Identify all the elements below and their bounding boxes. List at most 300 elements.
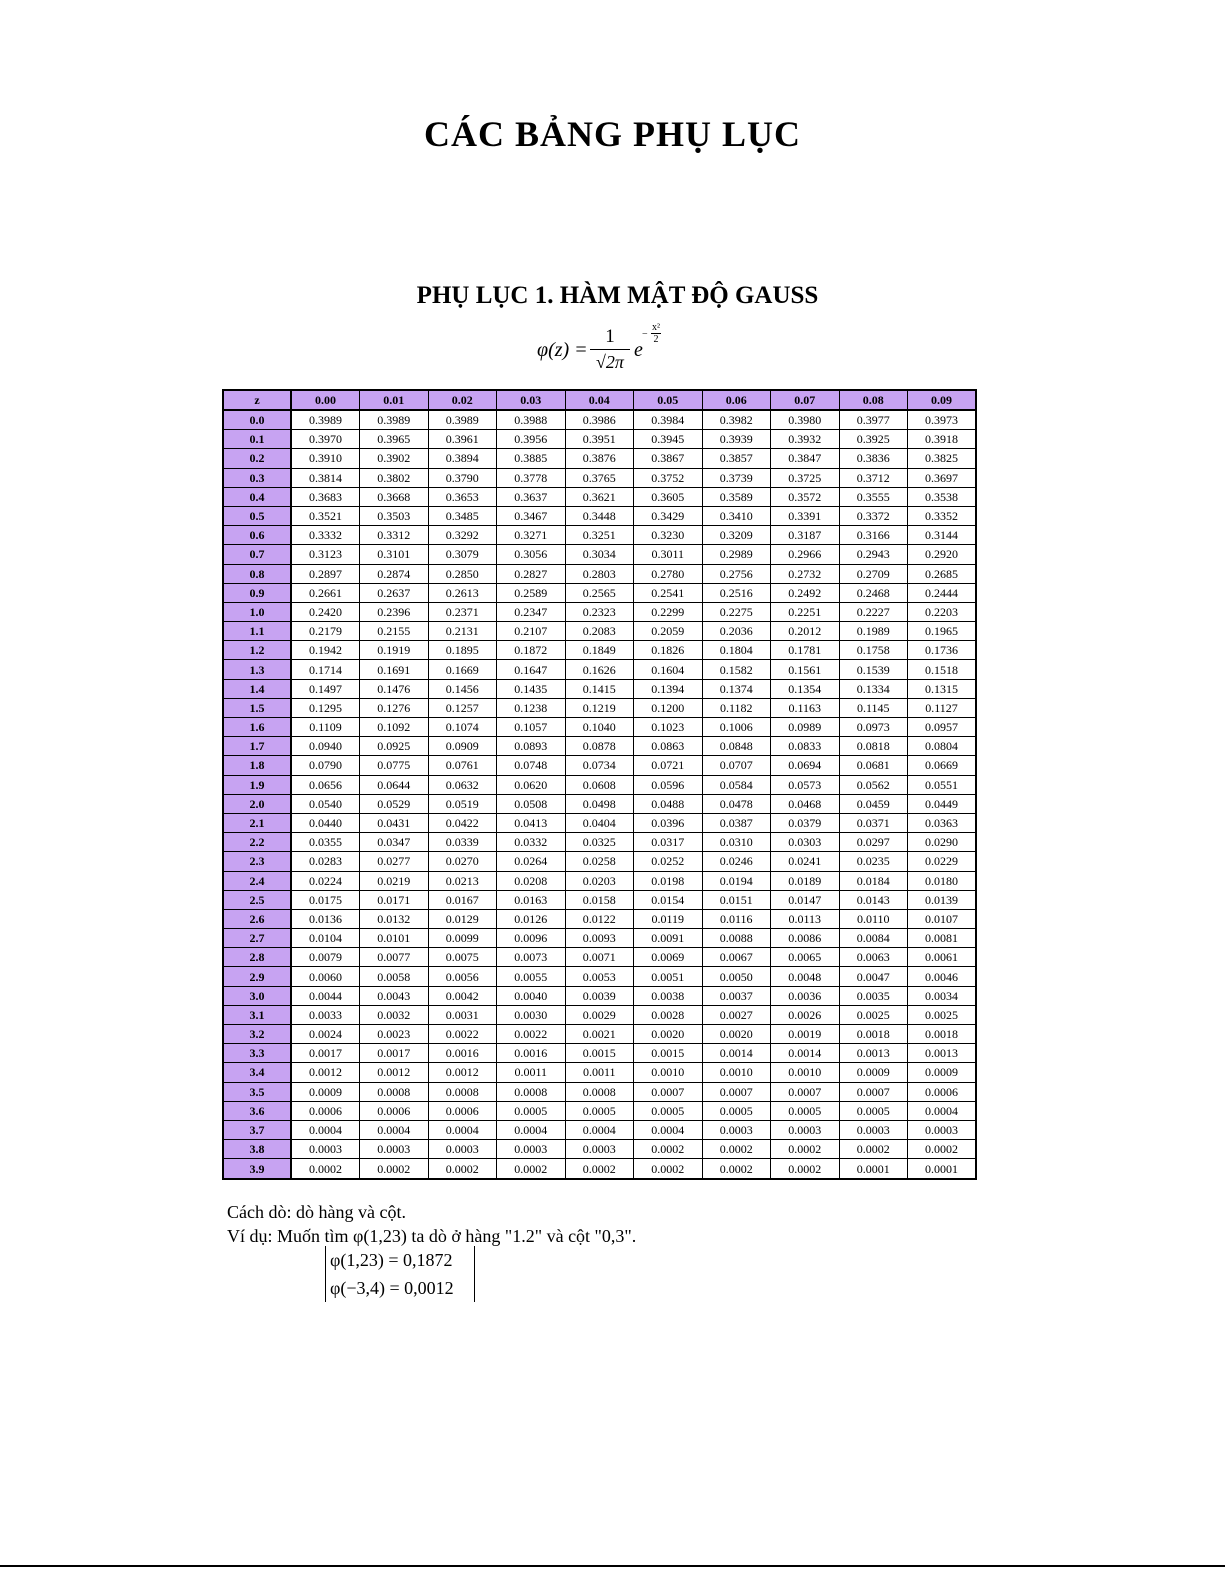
- table-cell: 0.3965: [360, 430, 429, 449]
- table-cell: 0.2492: [771, 583, 840, 602]
- row-header-z: 0.4: [223, 487, 291, 506]
- table-row: [223, 545, 976, 564]
- table-cell: 0.0053: [565, 967, 634, 986]
- table-cell: 0.0107: [908, 909, 977, 928]
- table-cell: 0.3825: [908, 449, 977, 468]
- table-cell: 0.0893: [497, 737, 566, 756]
- table-cell: 0.0012: [291, 1063, 360, 1082]
- table-cell: 0.1691: [360, 660, 429, 679]
- table-cell: 0.0219: [360, 871, 429, 890]
- table-cell: 0.3986: [565, 410, 634, 430]
- table-row: [223, 929, 976, 948]
- table-cell: 0.0024: [291, 1025, 360, 1044]
- table-cell: 0.3752: [634, 468, 703, 487]
- table-cell: 0.2059: [634, 622, 703, 641]
- table-cell: 0.3485: [428, 506, 497, 525]
- table-cell: 0.3056: [497, 545, 566, 564]
- table-cell: 0.2920: [908, 545, 977, 564]
- table-cell: 0.1497: [291, 679, 360, 698]
- table-cell: 0.3932: [771, 430, 840, 449]
- table-row: [223, 564, 976, 583]
- table-cell: 0.0154: [634, 890, 703, 909]
- table-cell: 0.0025: [908, 1005, 977, 1024]
- table-row: [223, 871, 976, 890]
- table-cell: 0.0804: [908, 737, 977, 756]
- row-header-z: 1.1: [223, 622, 291, 641]
- example-results: [325, 1246, 475, 1302]
- table-row: [223, 909, 976, 928]
- table-cell: 0.3292: [428, 526, 497, 545]
- column-header: 0.02: [428, 390, 497, 410]
- table-cell: 0.0007: [702, 1082, 771, 1101]
- table-cell: 0.1647: [497, 660, 566, 679]
- table-cell: 0.0099: [428, 929, 497, 948]
- table-cell: 0.0016: [428, 1044, 497, 1063]
- table-cell: 0.0198: [634, 871, 703, 890]
- table-cell: 0.3982: [702, 410, 771, 430]
- table-cell: 0.0008: [360, 1082, 429, 1101]
- table-cell: 0.0014: [702, 1044, 771, 1063]
- table-cell: 0.1315: [908, 679, 977, 698]
- table-cell: 0.3918: [908, 430, 977, 449]
- table-row: [223, 967, 976, 986]
- table-cell: 0.2541: [634, 583, 703, 602]
- example-result-1: φ(1,23) = 0,1872: [330, 1250, 453, 1270]
- table-cell: 0.0229: [908, 852, 977, 871]
- table-cell: 0.0005: [771, 1101, 840, 1120]
- table-cell: 0.0748: [497, 756, 566, 775]
- table-cell: 0.0017: [291, 1044, 360, 1063]
- table-cell: 0.3332: [291, 526, 360, 545]
- table-cell: 0.0002: [702, 1140, 771, 1159]
- table-cell: 0.0297: [839, 833, 908, 852]
- table-cell: 0.0387: [702, 813, 771, 832]
- table-row: [223, 468, 976, 487]
- table-cell: 0.1476: [360, 679, 429, 698]
- table-cell: 0.0055: [497, 967, 566, 986]
- table-cell: 0.3410: [702, 506, 771, 525]
- table-cell: 0.0194: [702, 871, 771, 890]
- table-cell: 0.3521: [291, 506, 360, 525]
- table-cell: 0.0071: [565, 948, 634, 967]
- table-cell: 0.0003: [565, 1140, 634, 1159]
- table-cell: 0.2780: [634, 564, 703, 583]
- formula-denominator: √2π: [596, 352, 624, 372]
- table-cell: 0.1057: [497, 718, 566, 737]
- table-cell: 0.0050: [702, 967, 771, 986]
- table-cell: 0.0790: [291, 756, 360, 775]
- table-cell: 0.3448: [565, 506, 634, 525]
- table-cell: 0.2299: [634, 602, 703, 621]
- table-cell: 0.3467: [497, 506, 566, 525]
- table-cell: 0.0126: [497, 909, 566, 928]
- row-header-z: 3.4: [223, 1063, 291, 1082]
- table-cell: 0.0004: [908, 1101, 977, 1120]
- table-cell: 0.0002: [839, 1140, 908, 1159]
- table-cell: 0.2179: [291, 622, 360, 641]
- row-header-z: 3.1: [223, 1005, 291, 1024]
- table-cell: 0.3637: [497, 487, 566, 506]
- table-row: [223, 679, 976, 698]
- table-cell: 0.2661: [291, 583, 360, 602]
- table-cell: 0.3989: [291, 410, 360, 430]
- table-cell: 0.0669: [908, 756, 977, 775]
- table-cell: 0.0009: [291, 1082, 360, 1101]
- table-cell: 0.3621: [565, 487, 634, 506]
- table-cell: 0.3977: [839, 410, 908, 430]
- table-cell: 0.0608: [565, 775, 634, 794]
- table-cell: 0.0283: [291, 852, 360, 871]
- table-cell: 0.1109: [291, 718, 360, 737]
- table-cell: 0.3961: [428, 430, 497, 449]
- table-cell: 0.0018: [908, 1025, 977, 1044]
- table-cell: 0.0079: [291, 948, 360, 967]
- table-cell: 0.0013: [908, 1044, 977, 1063]
- table-cell: 0.0529: [360, 794, 429, 813]
- table-cell: 0.0721: [634, 756, 703, 775]
- table-cell: 0.0061: [908, 948, 977, 967]
- how-to-note: Cách dò: dò hàng và cột.: [227, 1202, 406, 1222]
- table-cell: 0.3555: [839, 487, 908, 506]
- table-cell: 0.0048: [771, 967, 840, 986]
- table-cell: 0.0818: [839, 737, 908, 756]
- table-cell: 0.0006: [360, 1101, 429, 1120]
- table-cell: 0.0325: [565, 833, 634, 852]
- table-cell: 0.2251: [771, 602, 840, 621]
- table-cell: 0.3802: [360, 468, 429, 487]
- table-cell: 0.0258: [565, 852, 634, 871]
- table-cell: 0.3765: [565, 468, 634, 487]
- row-header-z: 3.5: [223, 1082, 291, 1101]
- row-header-z: 2.2: [223, 833, 291, 852]
- table-cell: 0.1518: [908, 660, 977, 679]
- table-cell: 0.0122: [565, 909, 634, 928]
- table-cell: 0.1219: [565, 698, 634, 717]
- formula-exponent-sign: −: [642, 329, 648, 340]
- table-cell: 0.0422: [428, 813, 497, 832]
- table-row: [223, 449, 976, 468]
- table-cell: 0.0002: [565, 1159, 634, 1179]
- table-cell: 0.0003: [771, 1120, 840, 1139]
- table-cell: 0.0002: [702, 1159, 771, 1179]
- table-cell: 0.0540: [291, 794, 360, 813]
- table-cell: 0.0022: [428, 1025, 497, 1044]
- table-cell: 0.0310: [702, 833, 771, 852]
- table-cell: 0.2036: [702, 622, 771, 641]
- table-cell: 0.3988: [497, 410, 566, 430]
- table-cell: 0.0379: [771, 813, 840, 832]
- table-cell: 0.0091: [634, 929, 703, 948]
- table-row: [223, 948, 976, 967]
- table-cell: 0.0002: [634, 1140, 703, 1159]
- row-header-z: 2.0: [223, 794, 291, 813]
- table-cell: 0.0002: [634, 1159, 703, 1179]
- table-cell: 0.0003: [497, 1140, 566, 1159]
- table-cell: 0.1736: [908, 641, 977, 660]
- table-cell: 0.2827: [497, 564, 566, 583]
- table-cell: 0.0264: [497, 852, 566, 871]
- table-cell: 0.3790: [428, 468, 497, 487]
- table-cell: 0.0132: [360, 909, 429, 928]
- table-cell: 0.1561: [771, 660, 840, 679]
- table-cell: 0.3605: [634, 487, 703, 506]
- table-cell: 0.0551: [908, 775, 977, 794]
- table-cell: 0.1127: [908, 698, 977, 717]
- table-cell: 0.0355: [291, 833, 360, 852]
- table-cell: 0.0044: [291, 986, 360, 1005]
- table-cell: 0.0101: [360, 929, 429, 948]
- table-cell: 0.0003: [702, 1120, 771, 1139]
- table-cell: 0.0008: [565, 1082, 634, 1101]
- table-cell: 0.0008: [497, 1082, 566, 1101]
- table-cell: 0.2227: [839, 602, 908, 621]
- table-cell: 0.0016: [497, 1044, 566, 1063]
- table-cell: 0.3925: [839, 430, 908, 449]
- table-cell: 0.0707: [702, 756, 771, 775]
- table-cell: 0.0004: [291, 1120, 360, 1139]
- formula-numerator: 1: [605, 326, 615, 347]
- table-cell: 0.0303: [771, 833, 840, 852]
- table-cell: 0.1989: [839, 622, 908, 641]
- table-cell: 0.0026: [771, 1005, 840, 1024]
- table-row: [223, 737, 976, 756]
- table-cell: 0.3778: [497, 468, 566, 487]
- table-cell: 0.0060: [291, 967, 360, 986]
- table-cell: 0.0086: [771, 929, 840, 948]
- table-cell: 0.0163: [497, 890, 566, 909]
- table-cell: 0.1626: [565, 660, 634, 679]
- table-cell: 0.0104: [291, 929, 360, 948]
- table-cell: 0.0005: [497, 1101, 566, 1120]
- table-body: [223, 410, 976, 1179]
- table-row: [223, 410, 976, 430]
- row-header-z: 2.3: [223, 852, 291, 871]
- table-cell: 0.1582: [702, 660, 771, 679]
- table-cell: 0.0002: [908, 1140, 977, 1159]
- table-cell: 0.0761: [428, 756, 497, 775]
- table-row: [223, 986, 976, 1005]
- table-cell: 0.0003: [291, 1140, 360, 1159]
- table-cell: 0.0488: [634, 794, 703, 813]
- row-header-z: 3.2: [223, 1025, 291, 1044]
- table-row: [223, 526, 976, 545]
- table-cell: 0.0863: [634, 737, 703, 756]
- table-cell: 0.1456: [428, 679, 497, 698]
- table-cell: 0.0573: [771, 775, 840, 794]
- table-cell: 0.0252: [634, 852, 703, 871]
- table-cell: 0.0449: [908, 794, 977, 813]
- table-cell: 0.0009: [839, 1063, 908, 1082]
- table-cell: 0.3956: [497, 430, 566, 449]
- table-cell: 0.1276: [360, 698, 429, 717]
- table-cell: 0.0009: [908, 1063, 977, 1082]
- row-header-z: 0.7: [223, 545, 291, 564]
- table-cell: 0.1257: [428, 698, 497, 717]
- table-cell: 0.0003: [839, 1120, 908, 1139]
- formula-lhs: φ(z) =: [537, 339, 588, 361]
- table-cell: 0.1849: [565, 641, 634, 660]
- table-cell: 0.3857: [702, 449, 771, 468]
- table-cell: 0.0007: [839, 1082, 908, 1101]
- table-cell: 0.3970: [291, 430, 360, 449]
- table-row: [223, 1044, 976, 1063]
- column-header: 0.04: [565, 390, 634, 410]
- table-cell: 0.0459: [839, 794, 908, 813]
- table-cell: 0.2420: [291, 602, 360, 621]
- table-cell: 0.1334: [839, 679, 908, 698]
- table-cell: 0.0644: [360, 775, 429, 794]
- table-cell: 0.2943: [839, 545, 908, 564]
- table-cell: 0.0015: [634, 1044, 703, 1063]
- table-cell: 0.3538: [908, 487, 977, 506]
- table-row: [223, 756, 976, 775]
- table-cell: 0.2396: [360, 602, 429, 621]
- table-cell: 0.0694: [771, 756, 840, 775]
- table-cell: 0.3653: [428, 487, 497, 506]
- table-row: [223, 660, 976, 679]
- table-cell: 0.1374: [702, 679, 771, 698]
- table-cell: 0.3885: [497, 449, 566, 468]
- table-cell: 0.3166: [839, 526, 908, 545]
- table-cell: 0.0020: [702, 1025, 771, 1044]
- table-cell: 0.0113: [771, 909, 840, 928]
- table-cell: 0.2275: [702, 602, 771, 621]
- table-cell: 0.0332: [497, 833, 566, 852]
- table-cell: 0.0143: [839, 890, 908, 909]
- table-cell: 0.0029: [565, 1005, 634, 1024]
- table-cell: 0.0065: [771, 948, 840, 967]
- example-result-2: φ(−3,4) = 0,0012: [330, 1278, 454, 1298]
- row-header-z: 0.3: [223, 468, 291, 487]
- table-cell: 0.0973: [839, 718, 908, 737]
- row-header-z: 2.4: [223, 871, 291, 890]
- table-cell: 0.2989: [702, 545, 771, 564]
- page-title: CÁC BẢNG PHỤ LỤC: [423, 114, 801, 154]
- table-cell: 0.1006: [702, 718, 771, 737]
- table-cell: 0.0175: [291, 890, 360, 909]
- table-cell: 0.3187: [771, 526, 840, 545]
- table-cell: 0.0498: [565, 794, 634, 813]
- table-cell: 0.0020: [634, 1025, 703, 1044]
- table-cell: 0.0270: [428, 852, 497, 871]
- table-cell: 0.0002: [497, 1159, 566, 1179]
- table-cell: 0.0290: [908, 833, 977, 852]
- table-cell: 0.3372: [839, 506, 908, 525]
- table-cell: 0.1872: [497, 641, 566, 660]
- table-cell: 0.3980: [771, 410, 840, 430]
- table-cell: 0.1163: [771, 698, 840, 717]
- table-cell: 0.0025: [839, 1005, 908, 1024]
- table-cell: 0.0235: [839, 852, 908, 871]
- table-cell: 0.0063: [839, 948, 908, 967]
- row-header-z: 1.5: [223, 698, 291, 717]
- table-cell: 0.0001: [908, 1159, 977, 1179]
- table-cell: 0.0023: [360, 1025, 429, 1044]
- table-cell: 0.0003: [360, 1140, 429, 1159]
- table-cell: 0.0007: [771, 1082, 840, 1101]
- table-cell: 0.1965: [908, 622, 977, 641]
- table-row: [223, 1063, 976, 1082]
- table-cell: 0.0989: [771, 718, 840, 737]
- row-header-z: 0.8: [223, 564, 291, 583]
- table-cell: 0.3910: [291, 449, 360, 468]
- table-cell: 0.0004: [634, 1120, 703, 1139]
- table-cell: 0.0006: [291, 1101, 360, 1120]
- row-header-z: 1.0: [223, 602, 291, 621]
- table-cell: 0.0030: [497, 1005, 566, 1024]
- row-header-z: 2.1: [223, 813, 291, 832]
- table-cell: 0.0620: [497, 775, 566, 794]
- table-cell: 0.3230: [634, 526, 703, 545]
- table-cell: 0.0073: [497, 948, 566, 967]
- table-row: [223, 698, 976, 717]
- column-header: 0.09: [908, 390, 977, 410]
- table-cell: 0.0158: [565, 890, 634, 909]
- row-header-z: 1.8: [223, 756, 291, 775]
- table-cell: 0.0043: [360, 986, 429, 1005]
- table-cell: 0.2897: [291, 564, 360, 583]
- table-cell: 0.2565: [565, 583, 634, 602]
- formula-exponent-num: x²: [652, 322, 660, 333]
- table-cell: 0.0005: [565, 1101, 634, 1120]
- table-cell: 0.3034: [565, 545, 634, 564]
- column-header: 0.07: [771, 390, 840, 410]
- table-cell: 0.0371: [839, 813, 908, 832]
- formula-exponent-den: 2: [653, 334, 659, 345]
- row-header-z: 3.3: [223, 1044, 291, 1063]
- table-cell: 0.0596: [634, 775, 703, 794]
- table-cell: 0.0027: [702, 1005, 771, 1024]
- table-cell: 0.3876: [565, 449, 634, 468]
- table-cell: 0.0038: [634, 986, 703, 1005]
- table-cell: 0.2589: [497, 583, 566, 602]
- table-cell: 0.3739: [702, 468, 771, 487]
- table-cell: 0.0180: [908, 871, 977, 890]
- table-cell: 0.3144: [908, 526, 977, 545]
- row-header-z: 1.6: [223, 718, 291, 737]
- table-cell: 0.0008: [428, 1082, 497, 1101]
- table-cell: 0.0019: [771, 1025, 840, 1044]
- table-cell: 0.3951: [565, 430, 634, 449]
- table-cell: 0.2756: [702, 564, 771, 583]
- row-header-z: 1.4: [223, 679, 291, 698]
- table-cell: 0.3712: [839, 468, 908, 487]
- table-cell: 0.0241: [771, 852, 840, 871]
- column-header: 0.03: [497, 390, 566, 410]
- table-cell: 0.2444: [908, 583, 977, 602]
- table-cell: 0.0003: [428, 1140, 497, 1159]
- table-cell: 0.0067: [702, 948, 771, 967]
- table-cell: 0.0084: [839, 929, 908, 948]
- row-header-z: 1.7: [223, 737, 291, 756]
- table-cell: 0.0139: [908, 890, 977, 909]
- table-cell: 0.3973: [908, 410, 977, 430]
- table-cell: 0.0004: [565, 1120, 634, 1139]
- usage-notes: [227, 1200, 636, 1248]
- table-cell: 0.0246: [702, 852, 771, 871]
- table-cell: 0.0404: [565, 813, 634, 832]
- table-row: [223, 1005, 976, 1024]
- table-cell: 0.0058: [360, 967, 429, 986]
- table-cell: 0.1919: [360, 641, 429, 660]
- row-header-z: 3.7: [223, 1120, 291, 1139]
- table-cell: 0.0069: [634, 948, 703, 967]
- column-header: 0.05: [634, 390, 703, 410]
- table-row: [223, 583, 976, 602]
- table-cell: 0.0848: [702, 737, 771, 756]
- table-cell: 0.1023: [634, 718, 703, 737]
- row-header-z: 2.9: [223, 967, 291, 986]
